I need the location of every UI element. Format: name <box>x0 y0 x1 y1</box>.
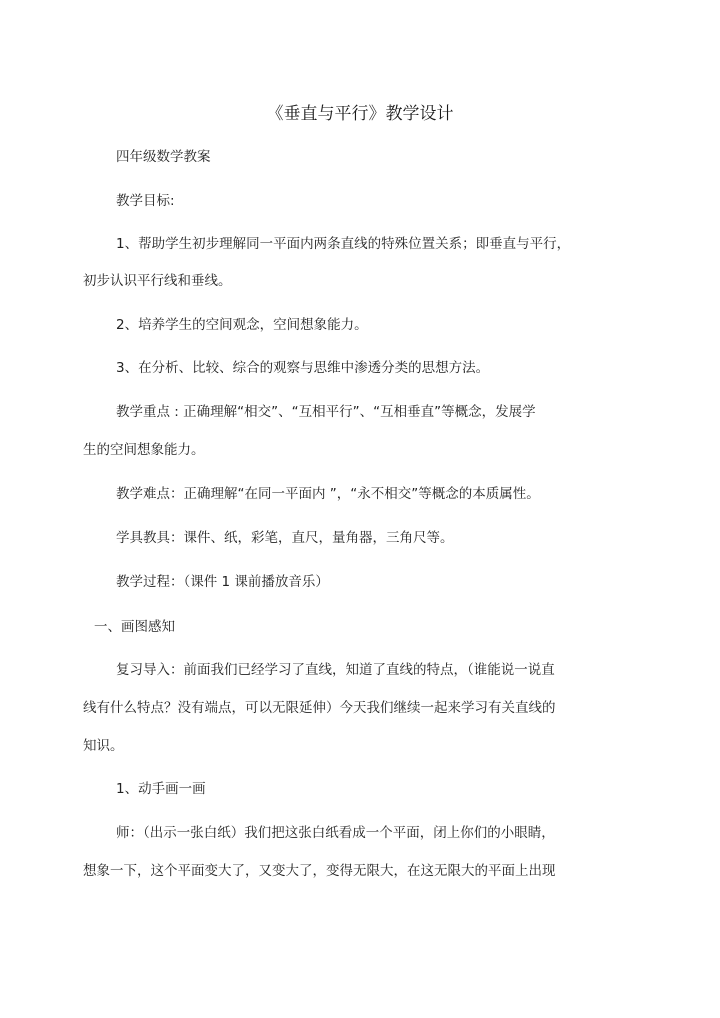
step-1-heading: 1、动手画一画 <box>116 781 206 797</box>
teaching-tools: 学具教具：课件、纸，彩笔，直尺，量角器，三角尺等。 <box>116 530 454 546</box>
teacher-line-1: 师：（出示一张白纸）我们把这张白纸看成一个平面，闭上你们的小眼睛， <box>116 825 555 841</box>
section-heading-1: 一、画图感知 <box>94 619 175 635</box>
review-line-3: 知识。 <box>83 738 124 754</box>
review-line-1: 复习导入：前面我们已经学习了直线，知道了直线的特点，（谁能说一说直 <box>116 662 555 678</box>
review-line-2: 线有什么特点？没有端点，可以无限延伸）今天我们继续一起来学习有关直线的 <box>83 700 556 716</box>
teacher-line-2: 想象一下，这个平面变大了，又变大了，变得无限大，在这无限大的平面上出现 <box>83 863 556 879</box>
goal-1-line-2: 初步认识平行线和垂线。 <box>83 273 232 289</box>
grade-subtitle: 四年级数学教案 <box>116 149 211 165</box>
key-point-line-1: 教学重点 : 正确理解“相交”、“互相平行”、“互相垂直”等概念，发展学 <box>116 404 536 420</box>
goal-2: 2、培养学生的空间观念，空间想象能力。 <box>116 317 368 333</box>
document-title: 《垂直与平行》教学设计 <box>266 104 454 124</box>
key-point-line-2: 生的空间想象能力。 <box>83 442 205 458</box>
difficulty: 教学难点：正确理解“在同一平面内 ”，“永不相交”等概念的本质属性。 <box>116 486 540 502</box>
goal-3: 3、在分析、比较、综合的观察与思维中渗透分类的思想方法。 <box>116 360 490 376</box>
goal-1-line-1: 1、帮助学生初步理解同一平面内两条直线的特殊位置关系；即垂直与平行， <box>116 236 571 252</box>
teaching-process: 教学过程：（课件 1 课前播放音乐） <box>116 574 329 590</box>
goals-heading: 教学目标: <box>116 193 175 209</box>
